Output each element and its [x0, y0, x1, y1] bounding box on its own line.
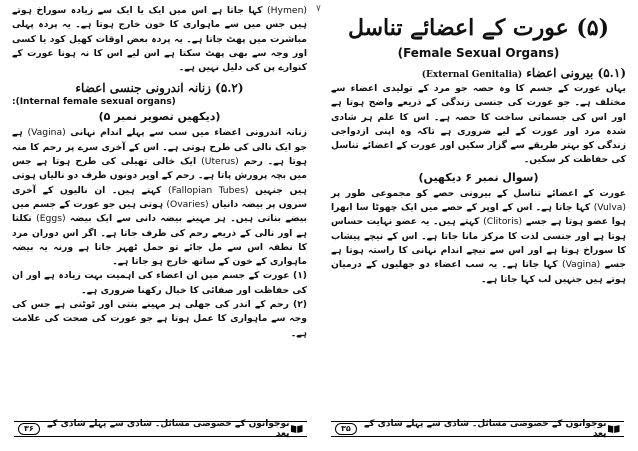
left-page	[8, 0, 313, 451]
term-fallopian: (Fallopian Tubes)	[167, 184, 249, 196]
term-eggs: (Eggs)	[36, 213, 66, 225]
right-para-intro: یہاں عورت کے جسم کا وہ حصہ جو مرد کے تولیدی اعضاء سے مختلف ہے۔ جو عورت کی جنسی زندگی کے ذریعے واضح ہوتا ہے اور اس کی جسمانی ساخت کا حصہ ہے۔ اس کا علم ہر شادی شدہ مرد اور عورت کے لیے ضروری ہے تاکہ وہ اپنی ازدواجی زندگی کو بہتر طریقے سے گزار سکیں اور عورت کے اعضائے تناسل کی حفاظت کر سکیں۔	[331, 83, 626, 166]
left-page-footer	[14, 421, 307, 437]
right-para-external: عورت کے اعضائے تناسل کے بیرونی حصے کو مجموعی طور پر (Vulva) کہا جاتا ہے۔ اس کے اوپر کے حصے میں ایک چھوٹا سا ابھرا ہوا عضو ہوتا ہے جسے (Clitoris) کہتے ہیں۔ یہ عضو نہایت حساس ہوتا ہے اور جنسی لذت کا مرکز مانا جاتا ہے۔ اس کے نیچے پیشاب کا سوراخ ہوتا ہے اور اس سے نیچے اندام نہانی کا راستہ ہوتا ہے جسے (Vagina) کہا جاتا ہے۔ یہ سب اعضاء دو جھلیوں کے درمیان ہوتے ہیں جنہیں لب کہا جاتا ہے۔	[331, 187, 627, 285]
spine-mark: ۷	[316, 4, 321, 14]
footer-book-title: نوجوانوں کے خصوصی مسائل۔ شادی سے پہلے شادی کے بعد	[46, 419, 290, 439]
figure-reference: (دیکھیں تصویر نمبر ۵)	[98, 110, 221, 124]
term-ovaries: (Ovaries)	[166, 198, 209, 210]
term-clitoris: (Clitoris)	[483, 216, 523, 228]
right-page-footer	[331, 421, 624, 437]
page-number-left: ۳۶	[18, 423, 40, 435]
chapter-title: (۵) عورت کے اعضائے تناسل	[347, 15, 610, 41]
left-para-hymen: (Hymen) کہا جاتا ہے اس میں ایک یا ایک سے زیادہ سوراخ ہوتے ہیں جس میں سے ماہواری کا خون خارج ہوتا ہے۔ یہ پردہ پہلی مباشرت میں پھٹ جاتا ہے۔ یہ پردہ بعض اوقات کھیل کود یا کسی اور وجہ سے بھی پھٹ سکتا ہے اس لیے اس کا نہ ہونا عورت کے کنوارے پن کی دلیل نہیں ہے۔	[12, 5, 307, 74]
right-page	[325, 0, 630, 451]
section-external-heading: (۵.۱) بیرونی اعضاء (External Genitalia)	[421, 66, 626, 80]
term-vulva: (Vulva)	[593, 202, 626, 214]
left-para-point2: (۲) رحم کے اندر کی جھلی ہر مہینے بنتی اور ٹوٹتی ہے جس کی وجہ سے ماہواری کا عمل ہوتا ہے جو عورت کی صحت کی علامت ہے۔	[12, 299, 307, 339]
book-icon	[290, 424, 303, 434]
footer-book-title: نوجوانوں کے خصوصی مسائل۔ شادی سے پہلے شادی کے بعد	[363, 419, 607, 439]
left-para-internal: زنانہ اندرونی اعضاء میں سب سے پہلے اندام نہانی (Vagina) ہے جو ایک نالی کی طرح ہوتی ہے۔ اس کے آخری سرے پر رحم کا منہ ہوتا ہے۔ رحم (Uterus) ایک خالی تھیلی کی طرح ہوتا ہے جس میں بچہ پرورش پاتا ہے۔ رحم کے اوپر دونوں طرف دو نالیاں ہوتی ہیں جنہیں (Fallopian Tubes) کہتے ہیں۔ ان نالیوں کے آخری سروں پر بیضہ دانیاں (Ovaries) ہوتی ہیں جو عورت کے جسم میں بیضے بناتی ہیں۔ ہر مہینے بیضہ دانی سے ایک بیضہ (Eggs) نکلتا ہے اور نالی کے ذریعے رحم کی طرف جاتا ہے۔ اگر اس دوران مرد کا نطفہ اس سے مل جائے تو حمل ٹھہر جاتا ہے ورنہ یہ بیضہ ماہواری کے خون کے ساتھ خارج ہو جاتا ہے۔	[12, 127, 308, 268]
page-number-right: ۳۵	[335, 423, 357, 435]
section-internal-en: :(Internal female sexual organs)	[12, 97, 176, 108]
chapter-title-en: (Female Sexual Organs)	[397, 46, 560, 60]
term-vagina-right: (Vagina)	[562, 259, 601, 271]
term-vagina: (Vagina)	[27, 127, 66, 139]
section-internal-heading: (۵.۲) زنانہ اندرونی جنسی اعضاء	[75, 81, 244, 96]
book-icon	[607, 424, 620, 434]
section-external-en: (External Genitalia)	[421, 70, 523, 80]
question-reference: (سوال نمبر ۶ دیکھیں)	[418, 170, 539, 184]
term-uterus: (Uterus)	[201, 156, 239, 168]
term-hymen: (Hymen)	[267, 5, 307, 16]
left-para-point1: (۱) عورت کے جسم میں ان اعضاء کی اہمیت بہت زیادہ ہے اور ان کی حفاظت اور صفائی کا خیال رکھنا ضروری ہے۔	[12, 270, 307, 296]
